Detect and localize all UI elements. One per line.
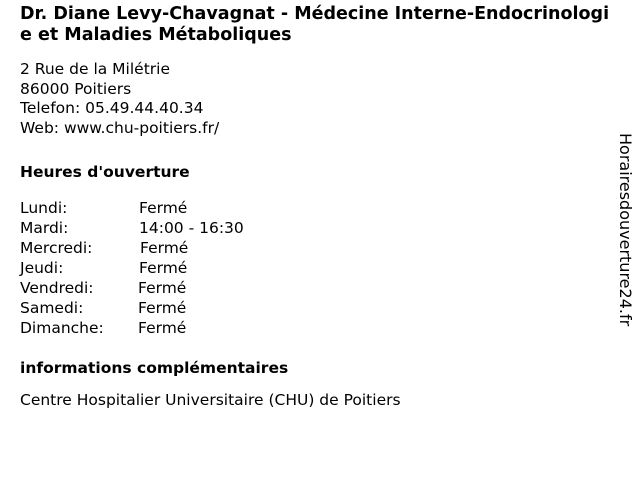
hours-value: Fermé — [139, 199, 188, 217]
brand-watermark — [611, 133, 635, 343]
day-label: Dimanche: — [20, 319, 104, 337]
city-postcode: 86000 Poitiers — [20, 79, 132, 98]
hours-row-samedi — [20, 298, 620, 318]
day-label: Mardi: — [20, 219, 69, 237]
page-title: Dr. Diane Levy-Chavagnat - Médecine Interne-Endocrinologie et Maladies Métaboliques — [20, 4, 610, 45]
hours-value: Fermé — [138, 279, 187, 297]
hours-row-dimanche — [20, 318, 620, 338]
hours-row-lundi — [20, 198, 620, 218]
brand-text: Horairesdouverture24.fr — [616, 133, 635, 327]
hours-value: 14:00 - 16:30 — [139, 219, 244, 237]
address-block — [20, 60, 620, 138]
listing-card — [20, 4, 620, 410]
street-address: 2 Rue de la Milétrie — [20, 60, 170, 78]
hours-value: Fermé — [138, 299, 187, 317]
hours-heading: Heures d'ouverture — [20, 163, 190, 181]
hours-row-jeudi — [20, 258, 620, 278]
day-label: Jeudi: — [20, 259, 64, 277]
day-label: Samedi: — [20, 299, 84, 317]
opening-hours-table — [20, 198, 620, 338]
additional-info-heading: informations complémentaires — [20, 359, 289, 377]
phone-number: Telefon: 05.49.44.40.34 — [20, 99, 204, 117]
day-label: Vendredi: — [20, 279, 94, 297]
hours-row-mercredi — [20, 238, 620, 258]
hours-row-vendredi — [20, 278, 620, 298]
hours-value: Fermé — [140, 239, 189, 257]
website-link: Web: www.chu-poitiers.fr/ — [20, 118, 220, 137]
additional-info-text: Centre Hospitalier Universitaire (CHU) de Poitiers — [20, 391, 401, 409]
hours-value: Fermé — [139, 259, 188, 277]
hours-value: Fermé — [138, 319, 187, 337]
day-label: Mercredi: — [20, 239, 93, 257]
hours-row-mardi — [20, 218, 620, 238]
day-label: Lundi: — [20, 199, 68, 217]
